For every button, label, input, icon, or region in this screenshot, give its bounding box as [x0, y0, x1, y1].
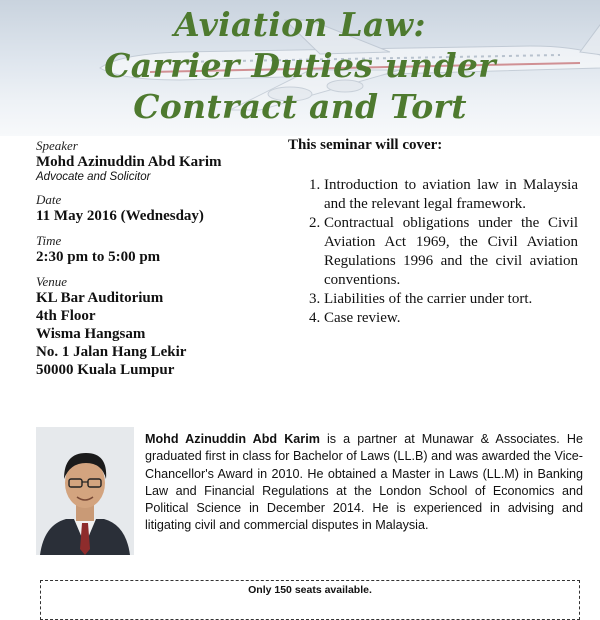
bio-name: Mohd Azinuddin Abd Karim: [145, 432, 320, 446]
speaker-photo: [36, 427, 134, 555]
venue-line-3: Wisma Hangsam: [36, 326, 146, 342]
topic-item: 3. Liabilities of the carrier under tort.: [324, 290, 578, 309]
title-line-3: Contract and Tort: [133, 87, 467, 126]
bio-text: is a partner at Munawar & Associates. He graduated first in class for Bachelor of Laws (LL.B) and was awarded the Vice-Chancellor's Award in 2010. He obtained a Master in Laws (LL.M) in Banking Law and Financial Regulations at the London School of Economics and Political Science in December 2014. He is experienced in advising and litigating civil and commercial disputes in Malaysia.: [145, 432, 583, 533]
seminar-topics: [288, 136, 578, 328]
venue-line-2: 4th Floor: [36, 308, 96, 324]
venue-line-1: KL Bar Auditorium: [36, 290, 164, 306]
topic-item: 4. Case review.: [324, 309, 578, 328]
header-banner: [0, 0, 600, 136]
speaker-role: Advocate and Solicitor: [36, 171, 151, 183]
venue-line-4: No. 1 Jalan Hang Lekir: [36, 344, 187, 360]
venue-line-5: 50000 Kuala Lumpur: [36, 362, 175, 378]
date-value: 11 May 2016 (Wednesday): [36, 208, 204, 224]
title-line-1: Aviation Law:: [174, 5, 426, 44]
seats-notice: [40, 580, 580, 620]
topics-list: [288, 176, 578, 328]
time-label: Time: [36, 233, 62, 248]
speaker-bio: [145, 431, 583, 535]
seats-text: Only 150 seats available.: [248, 584, 372, 596]
speaker-label: Speaker: [36, 138, 78, 153]
title-line-2: Carrier Duties under: [104, 46, 496, 85]
topic-item: 1. Introduction to aviation law in Malaysia and the relevant legal framework.: [324, 176, 578, 214]
venue-label: Venue: [36, 274, 68, 289]
time-value: 2:30 pm to 5:00 pm: [36, 249, 161, 265]
event-details: [36, 138, 286, 379]
page-title: [0, 4, 600, 127]
topic-item: 2. Contractual obligations under the Civil Aviation Act 1969, the Civil Aviation Regulations 1996 and the civil aviation conventions.: [324, 214, 578, 290]
speaker-name: Mohd Azinuddin Abd Karim: [36, 154, 222, 170]
topics-heading: This seminar will cover:: [288, 137, 443, 153]
date-label: Date: [36, 192, 62, 207]
